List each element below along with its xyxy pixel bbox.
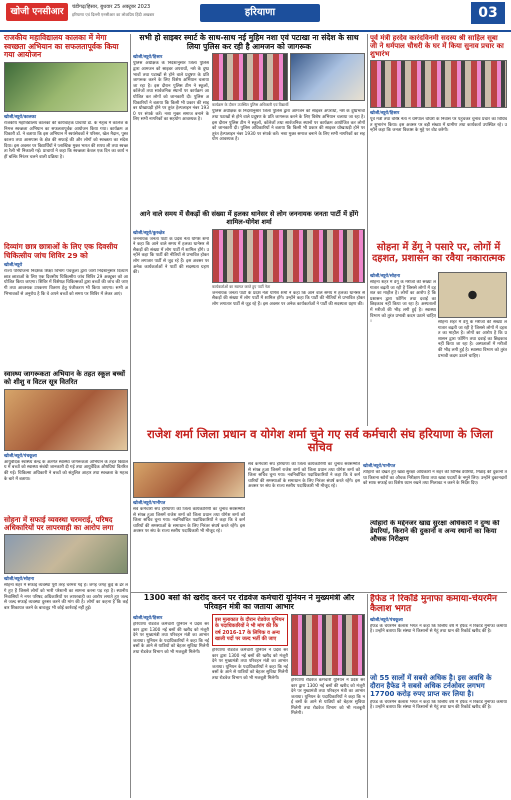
article-body: राजकीय महाविद्यालय कालका की कार्यवाहक प्राचार्या डॉ. के नेतृत्व में कॉलेज के निमत्त स्वच्छता अभियान का सफलतापूर्वक आयोजन किया गया। कार्यक्रम अधिकारी डॉ. ने बताया कि इस अभियान में स्वयंसेवकों ने परिसर, खेल मैदान, पुस्तकालय तथा आसपास के क्षेत्र की सफाई की और लोगों को स्वच्छता का संदेश दिया। इस अवसर पर विद्यार्थियों ने प्लास्टिक मुक्त भारत की शपथ ली तथा स्वच्छता रैली भी निकाली गई। प्राचार्या ने कहा कि स्वच्छता केवल एक दिन का कार्य नहीं बल्कि निरंतर चलने वाली प्रक्रिया है। [4, 121, 128, 160]
row-divider [130, 592, 507, 593]
photo-roadways-union [291, 614, 365, 676]
column-divider [367, 34, 368, 426]
byline: खोजी/ब्यूरो/पानीपत [133, 501, 166, 506]
section-title: हरियाणा [200, 4, 320, 22]
hafed-story [370, 594, 507, 798]
headline-dengue: सोहना में डेंगू ने पसारे पर, लोगों में दहशत, प्रशासन का रवैया नकारात्मक [372, 242, 505, 265]
article-body-continued: सर्व कर्मचारी संघ हरियाणा की जिला कार्यकारिणी का चुनाव सर्वसम्मति से संपन्न हुआ जिसमें राजेश शर्मा को जिला प्रधान तथा योगेश शर्मा को जिला सचिव चुना गया। नवनिर्वाचित पदाधिकारियों ने कहा कि वे कर्मचारियों की समस्याओं के समाधान के लिए निरंतर संघर्ष करते रहेंगे। इस अवसर पर संघ के राज्य स्तरीय पदाधिकारी भी मौजूद रहे। [248, 462, 360, 490]
headline-cleanliness: राजकीय महाविद्यालय कालका में मेगा स्वच्छता अभियान का सफलतापूर्वक किया गया आयोजन [4, 33, 119, 60]
headline-sohna-sanitation: सोहना में सफाई व्यवस्था चरमराई, परिषद अधिकारियों पर लापरवाही का आरोप लगा [4, 514, 114, 533]
photo-cleanliness-drive [4, 62, 128, 112]
photo-police-event-2 [290, 53, 366, 101]
newspaper-logo: खोजी एनसीआर [6, 3, 68, 21]
byline: खोजी/ब्यूरो/कुरुक्षेत्र [133, 230, 165, 236]
byline: खोजी/ब्यूरो/सोहना [370, 274, 401, 279]
photo-union-leaders [133, 462, 245, 498]
article-body: आयुर्वेदिक स्वास्थ्य केन्द्र के अंतर्गत स्वास्थ्य जागरूकता अभियान के तहत विद्यालय में बच्चों को स्वास्थ्य संबंधी जानकारी दी गई तथा आयुर्वेदिक औषधियां वितरित की गईं। चिकित्सा अधिकारी ने बच्चों को संतुलित आहार तथा स्वच्छता के महत्व के बारे में बताया। [4, 459, 128, 482]
hafed-highlight: जो 55 सालों में सबसे अधिक है। इस अवधि के दौरान हैफेड ने सबसे अधिक टर्नओवर लगभग 17700 करोड़ रुपए प्राप्त कर लिया है। [370, 673, 492, 698]
article-body: पुलिस अधीक्षक के निर्देशानुसार जिला पुलिस द्वारा आमजन को साइबर अपराधों, नशे के दुष्प्रभावों तथा पटाखों से होने वाले प्रदूषण के प्रति जागरूक करने के लिए विशेष अभियान चलाया जा रहा है। इस दौरान पुलिस टीम ने स्कूलों, कॉलेजों तथा सार्वजनिक स्थानों पर कार्यक्रम आयोजित कर लोगों को जानकारी दी। पुलिस अधिकारियों ने बताया कि किसी भी प्रकार की साइबर धोखाधड़ी होने पर तुरंत हेल्पलाइन नंबर 1930 पर संपर्क करें। नशा मुक्त समाज बनाने के लिए सभी नागरिकों का सहयोग आवश्यक है। [133, 61, 209, 123]
byline: खोजी/ब्यूरो/पंचकूला [4, 453, 37, 459]
article-body-continued: हरियाणा रोडवेज कर्मचारी यूनियन ने प्रदेश सरकार द्वारा 1300 नई बसों की खरीद को मंजूरी देने पर मुख्यमंत्री तथा परिवहन मंत्री का आभार जताया। यूनियन के पदाधिकारियों ने कहा कि नई बसों के आने से यात्रियों को बेहतर सुविधा मिलेगी तथा रोडवेज विभाग को भी मजबूती मिलेगी। [291, 677, 365, 717]
page-number: 03 [471, 2, 505, 24]
article-body: सोहना शहर में डेंगू के मरीजों की संख्या लगातार बढ़ती जा रही है जिससे लोगों में दहशत का माहौल है। लोगों का आरोप है कि प्रशासन द्वारा फॉगिंग तथा दवाई का छिड़काव नहीं किया जा रहा है। अस्पतालों में मरीजों की भीड़ लगी हुई है। स्वास्थ्य विभाग को तुरंत प्रभावी कदम उठाने चाहिए। [370, 280, 436, 325]
photo-police-event-1 [212, 53, 288, 101]
column-divider [130, 34, 131, 798]
byline: खोजी/ब्यूरो/सोहना [4, 577, 35, 583]
byline: खोजी/ब्यूरो/पंचकूला [370, 617, 403, 623]
dateline: चंडीगढ़/हिसार, बुधवार 25 अक्टूबर 2023 [72, 4, 151, 10]
highlight-box-text: इस मुलाकात के दौरान रोडवेज यूनियन के पदाधिकारियों ने भी मांग की कि वर्ष 2016-17 के लिपिक व अन्य खाली पदों पर जल्द भर्ती की जाए [215, 616, 285, 643]
article-body: त्योहारों को देखते हुए खाद्य सुरक्षा अधिकारी ने शहर की विभिन्न डेयरियों, मिठाई की दुकानों तथा किराना स्टोरों का औचक निरीक्षण किया तथा खाद्य पदार्थों के नमूने लिए। उन्होंने दुकानदारों को साफ सफाई का विशेष ध्यान रखने तथा मिलावट न करने के निर्देश दिए। [363, 470, 507, 487]
article-body-continued: जननायक जनता पार्टी के प्रदेश नेता योगेश शर्मा ने कहा कि आने वाले समय में हलका थानेसर से सैकड़ों की संख्या में लोग पार्टी में शामिल होंगे। उन्होंने कहा कि पार्टी की नीतियों से प्रभावित होकर लोग लगातार पार्टी से जुड़ रहे हैं। इस अवसर पर अनेक कार्यकर्ताओं ने पार्टी की सदस्यता ग्रहण की। [212, 290, 365, 307]
byline: खोजी/ब्यूरो/हिसार [133, 55, 163, 61]
bus-purchase-story [133, 594, 365, 798]
article-body: सोहना शहर में सफाई व्यवस्था पूरी तरह चरमरा गई है। जगह जगह कूड़े के ढेर लगे हुए हैं जिससे लोगों को भारी परेशानी का सामना करना पड़ रहा है। स्थानीय निवासियों ने नगर परिषद अधिकारियों पर लापरवाही का आरोप लगाते हुए जल्द से जल्द सफाई व्यवस्था दुरुस्त करने की मांग की है। लोगों का कहना है कि कई बार शिकायत करने के बावजूद भी कोई कार्रवाई नहीं हुई। [4, 583, 128, 611]
article-body: हैफेड के चेयरमैन कैलाश भगत ने कहा कि वित्तीय वर्ष में हैफेड ने रिकॉर्ड मुनाफा कमाया है। उन्होंने बताया कि संस्था ने किसानों से गेहूं तथा धान की रिकॉर्ड खरीद की है। [370, 623, 507, 635]
headline-medical-camp: दिव्यांग छात्र छात्राओं के लिए एक दिवसीय चिकित्सीय जांच शिविर 29 को [4, 242, 118, 260]
article-body: राज्य परियोजना निदेशक शिक्षा विभाग पंचकूला द्वारा जारी निर्देशानुसार दिव्यांग छात्र छात्राओं के लिए एक दिवसीय चिकित्सीय जांच शिविर 29 अक्टूबर को आयोजित किया जाएगा। शिविर में विशेषज्ञ चिकित्सकों द्वारा बच्चों की जांच की जाएगी तथा आवश्यक उपकरण वितरण हेतु पंजीकरण भी किया जाएगा। सभी अभिभावकों से अनुरोध है कि वे अपने बच्चों को समय पर शिविर में लेकर आएं। [4, 269, 128, 297]
tagline: हरियाणा एवं दिल्ली एनसीआर का लोकप्रिय हिंदी अखबार [72, 12, 155, 17]
column-divider [367, 594, 368, 798]
photo-party-workers [212, 229, 365, 283]
article-body: सर्व कर्मचारी संघ हरियाणा की जिला कार्यकारिणी का चुनाव सर्वसम्मति से संपन्न हुआ जिसमें राजेश शर्मा को जिला प्रधान तथा योगेश शर्मा को जिला सचिव चुना गया। नवनिर्वाचित पदाधिकारियों ने कहा कि वे कर्मचारियों की समस्याओं के समाधान के लिए निरंतर संघर्ष करते रहेंगे। इस अवसर पर संघ के राज्य स्तरीय पदाधिकारी भी मौजूद रहे। [133, 507, 245, 535]
headline-hafed: हैफेड ने रिकॉर्ड मुनाफा कमाया-चेयरमैन कैलाश भगत [370, 594, 498, 615]
food-safety-story [370, 520, 507, 590]
byline: खोजी/ब्यूरो [4, 263, 23, 269]
byline: खोजी/ब्यूरो/हिसार [133, 615, 163, 621]
headline-food-safety: त्योहारों के मद्देनजर खाद्य सुरक्षा अधिकारी ने दुग्ध की डेयरियां, किराने की दुकानों व अन्य स्थानों का किया औचक निरीक्षण [370, 520, 500, 543]
headline-employee-union: राजेश शर्मा जिला प्रधान व योगेश शर्मा चुने गए सर्व कर्मचारी संघ हरियाणा के जिला सचिव [147, 427, 493, 455]
headline-jjp-joining: आने वाले समय में सैकड़ों की संख्या में हलका थानेसर से लोग जननायक जनता पार्टी में होंगे शामिल-योगेश शर्मा [139, 210, 359, 227]
headline-bus-purchase: 1300 बसों की खरीद करने पर रोडवेज कर्मचारी यूनियन ने मुख्यमंत्री और परिवहन मंत्री का जताया आभार [143, 594, 355, 611]
masthead [0, 0, 511, 32]
photo-garbage [4, 534, 128, 574]
photo-school-children [4, 389, 128, 451]
article-body-continued: हैफेड के चेयरमैन कैलाश भगत ने कहा कि वित्तीय वर्ष में हैफेड ने रिकॉर्ड मुनाफा कमाया है। उन्होंने बताया कि संस्था ने किसानों से गेहूं तथा धान की रिकॉर्ड खरीद की है। [370, 699, 507, 711]
photo-caption: कार्यक्रम के दौरान उपस्थित पुलिस अधिकारी एवं विद्यार्थी [212, 102, 289, 108]
photo-election-campaign [370, 60, 507, 108]
headline-cyber-awareness: सभी हो साइबर स्मार्ट के साथ-साथ नई मुहिम नशा एवं पटाखा ना संदेश के साथ लिया पुलिस कर रही है आमजन को जागरूक [139, 33, 359, 51]
photo-mosquito [438, 272, 507, 318]
headline-election-campaign: पूर्व मंत्री हरदेव कारंदविनमी सदस्य श्री साहिल सूबा जी ने धर्मपाल चौधरी के घर में किया सुनाव प्रचार का शुभारंभ [370, 34, 504, 59]
byline: खोजी/ब्यूरो/हिसार [370, 111, 400, 117]
article-body-continued: पुलिस अधीक्षक के निर्देशानुसार जिला पुलिस द्वारा आमजन को साइबर अपराधों, नशे के दुष्प्रभावों तथा पटाखों से होने वाले प्रदूषण के प्रति जागरूक करने के लिए विशेष अभियान चलाया जा रहा है। इस दौरान पुलिस टीम ने स्कूलों, कॉलेजों तथा सार्वजनिक स्थानों पर कार्यक्रम आयोजित कर लोगों को जानकारी दी। पुलिस अधिकारियों ने बताया कि किसी भी प्रकार की साइबर धोखाधड़ी होने पर तुरंत हेल्पलाइन नंबर 1930 पर संपर्क करें। नशा मुक्त समाज बनाने के लिए सभी नागरिकों का सहयोग आवश्यक है। [212, 109, 365, 143]
highlight-box [212, 614, 288, 646]
byline: खोजी/ब्यूरो/पानीपत [363, 464, 396, 469]
byline: खोजी/ब्यूरो/कालका [4, 115, 37, 121]
article-body: पूर्व मंत्री तथा वरिष्ठ नेता ने धर्मपाल चौधरी के निवास पर पहुंचकर चुनाव प्रचार का विधिवत शुभारंभ किया। इस अवसर पर बड़ी संख्या में ग्रामीण तथा कार्यकर्ता उपस्थित रहे। उन्होंने कहा कि जनता विकास के मुद्दे पर वोट करेगी। [370, 117, 507, 134]
dengue-story [370, 272, 507, 424]
photo-caption: कार्यकर्ताओं का स्वागत करते हुए पार्टी नेता [212, 283, 271, 289]
article-body: जननायक जनता पार्टी के प्रदेश नेता योगेश शर्मा ने कहा कि आने वाले समय में हलका थानेसर से सैकड़ों की संख्या में लोग पार्टी में शामिल होंगे। उन्होंने कहा कि पार्टी की नीतियों से प्रभावित होकर लोग लगातार पार्टी से जुड़ रहे हैं। इस अवसर पर अनेक कार्यकर्ताओं ने पार्टी की सदस्यता ग्रहण की। [133, 236, 209, 276]
headline-health-awareness: स्वास्थ्य जागरूकता अभियान के तहत स्कूल बच्चों को शीशु व विटल सूत्र वितरित [4, 370, 125, 386]
left-column [4, 34, 128, 798]
article-body: हरियाणा रोडवेज कर्मचारी यूनियन ने प्रदेश सरकार द्वारा 1300 नई बसों की खरीद को मंजूरी देने पर मुख्यमंत्री तथा परिवहन मंत्री का आभार जताया। यूनियन के पदाधिकारियों ने कहा कि नई बसों के आने से यात्रियों को बेहतर सुविधा मिलेगी तथा रोडवेज विभाग को भी मजबूती मिलेगी। [133, 621, 209, 655]
article-body-continued: सोहना शहर में डेंगू के मरीजों की संख्या लगातार बढ़ती जा रही है जिससे लोगों में दहशत का माहौल है। लोगों का आरोप है कि प्रशासन द्वारा फॉगिंग तथा दवाई का छिड़काव नहीं किया जा रहा है। अस्पतालों में मरीजों की भीड़ लगी हुई है। स्वास्थ्य विभाग को तुरंत प्रभावी कदम उठाने चाहिए। [438, 320, 507, 359]
article-body-continued: हरियाणा रोडवेज कर्मचारी यूनियन ने प्रदेश सरकार द्वारा 1300 नई बसों की खरीद को मंजूरी देने पर मुख्यमंत्री तथा परिवहन मंत्री का आभार जताया। यूनियन के पदाधिकारियों ने कहा कि नई बसों के आने से यात्रियों को बेहतर सुविधा मिलेगी तथा रोडवेज विभाग को भी मजबूती मिलेगी। [212, 647, 288, 681]
